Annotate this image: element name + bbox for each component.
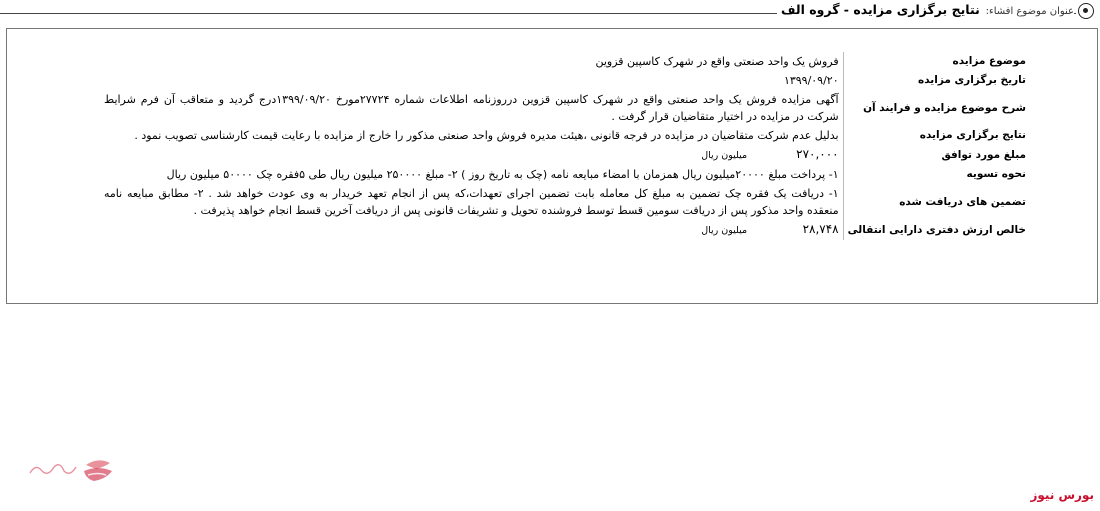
- subject-value: فروش یک واحد صنعتی واقع در شهرک کاسپین قزوین: [595, 55, 839, 68]
- table-row: [100, 165, 1030, 184]
- agreed-amount-label: مبلغ مورد توافق: [843, 145, 1030, 165]
- description-label: شرح موضوع مزایده و فرایند آن: [843, 90, 1030, 126]
- guarantees-label: تضمین های دریافت شده: [843, 184, 1030, 220]
- book-value-amount: ۲۸,۷۴۸: [802, 222, 839, 236]
- table-row: [100, 145, 1030, 165]
- auction-details-table: [100, 52, 1030, 240]
- target-icon: [1078, 3, 1094, 19]
- book-value-cell: [100, 220, 843, 240]
- header-text: [777, 2, 1074, 20]
- table-row: [100, 126, 1030, 145]
- guarantees-value: ۱- دریافت یک فقره چک تضمین به مبلغ کل معامله بابت تضمین اجرای تعهدات،که پس از انجام تعهد خریدار به وی عودت خواهد شد . ۲- مطابق مبایعه نامه منعقده واحد مذکور پس از دریافت سومین قسط توسط فروشنده تحویل و تشریفات قانونی پس از دریافت آخرین قسط انجام خواهد پذیرفت .: [104, 187, 839, 217]
- settlement-value: ۱- پرداخت مبلغ ۲۰۰۰۰میلیون ریال همزمان با امضاء مبایعه نامه (چک به تاریخ روز ) ۲- مبلغ ۲۵۰۰۰۰ میلیون ریال طی ۵فقره چک ۵۰۰۰۰ میلیون ریال: [166, 168, 839, 181]
- description-value: آگهی مزایده فروش یک واحد صنعتی واقع در شهرک کاسپین قزوین درروزنامه اطلاعات شماره ۲۷۷۲۴مورخ ۱۳۹۹/۰۹/۲۰درج گردید و متعاقب آن فرم شرایط شرکت در مزایده در اختیار متقاضیان قرار گرفت .: [104, 93, 839, 123]
- table-row: [100, 90, 1030, 126]
- agreed-amount-unit: میلیون ریال: [701, 150, 748, 161]
- agreed-amount-value: ۲۷۰,۰۰۰: [796, 147, 839, 161]
- agreed-amount-cell: [100, 145, 843, 165]
- table-row: [100, 52, 1030, 71]
- header-label: عنوان موضوع افشاء:: [985, 6, 1074, 17]
- settlement-label: نحوه تسویه: [843, 165, 1030, 184]
- book-value-label: خالص ارزش دفتری دارایی انتقالی: [843, 220, 1030, 240]
- table-row: [100, 220, 1030, 240]
- subject-label: موضوع مزایده: [843, 52, 1030, 71]
- result-label: نتایج برگزاری مزایده: [843, 126, 1030, 145]
- book-value-unit: میلیون ریال: [701, 225, 748, 236]
- watermark-logo-icon: [26, 455, 116, 485]
- footer-brand: بورس نیوز: [1030, 488, 1094, 502]
- page-title: نتایج برگزاری مزایده - گروه الف: [781, 2, 980, 17]
- table-row: [100, 184, 1030, 220]
- table-row: [100, 71, 1030, 90]
- bourse-news-watermark-logo: [26, 455, 116, 485]
- date-value: ۱۳۹۹/۰۹/۲۰: [783, 74, 839, 87]
- date-label: تاریخ برگزاری مزایده: [843, 71, 1030, 90]
- result-value: بدلیل عدم شرکت متقاضیان در مزایده در فرجه قانونی ،هیئت مدیره فروش واحد صنعتی مذکور را خارج از مزایده با رعایت قیمت کارشناسی تصویب نمود .: [134, 129, 839, 142]
- disclosure-header: [0, 0, 1100, 22]
